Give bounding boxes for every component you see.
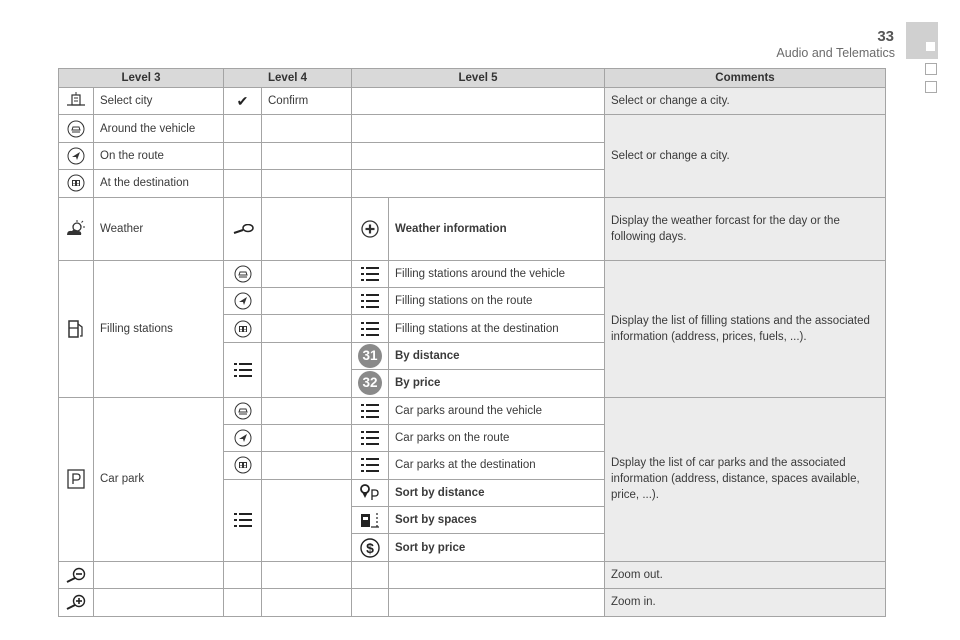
comment-weather: Display the weather forcast for the day or the following days. [605, 197, 886, 260]
on-route-label[interactable]: On the route [94, 142, 224, 169]
filling-route-label[interactable]: Filling stations on the route [389, 287, 605, 314]
callout-number-31: 31 [352, 342, 389, 369]
distance-pin-icon[interactable] [352, 479, 389, 506]
table-row [59, 115, 886, 142]
comment-zoom-in: Zoom in. [605, 589, 886, 616]
carpark-around-label[interactable]: Car parks around the vehicle [389, 397, 605, 424]
table-row [59, 397, 886, 424]
vehicle-icon[interactable] [224, 260, 262, 287]
table-header-row [59, 69, 886, 88]
section-tab[interactable] [925, 81, 937, 93]
filling-around-label[interactable]: Filling stations around the vehicle [389, 260, 605, 287]
confirm-label[interactable]: Confirm [262, 88, 352, 115]
route-icon[interactable] [224, 424, 262, 451]
weather-label[interactable]: Weather [94, 197, 224, 260]
section-tab-active[interactable] [906, 22, 938, 59]
vehicle-icon[interactable] [224, 397, 262, 424]
dollar-icon[interactable] [352, 534, 389, 561]
list-icon[interactable] [224, 342, 262, 397]
select-city-label[interactable]: Select city [94, 88, 224, 115]
at-destination-label[interactable]: At the destination [94, 170, 224, 197]
by-distance-label[interactable]: By distance [389, 342, 605, 369]
header-level5: Level 5 [352, 69, 605, 88]
vehicle-icon[interactable] [59, 115, 94, 142]
carpark-destination-label[interactable]: Car parks at the destination [389, 452, 605, 479]
list-icon[interactable] [352, 260, 389, 287]
carpark-route-label[interactable]: Car parks on the route [389, 424, 605, 451]
list-icon[interactable] [352, 287, 389, 314]
destination-icon[interactable] [224, 315, 262, 342]
table-row [59, 561, 886, 588]
list-icon[interactable] [224, 479, 262, 561]
comment-select-city: Select or change a city. [605, 88, 886, 115]
filling-stations-label[interactable]: Filling stations [94, 260, 224, 397]
comment-zoom-out: Zoom out. [605, 561, 886, 588]
header-level3: Level 3 [59, 69, 224, 88]
table-row [59, 589, 886, 616]
weather-information-label[interactable]: Weather information [389, 197, 605, 260]
section-title: Audio and Telematics [776, 46, 895, 60]
list-icon[interactable] [352, 315, 389, 342]
route-icon[interactable] [59, 142, 94, 169]
parking-icon[interactable] [59, 397, 94, 561]
destination-icon[interactable] [224, 452, 262, 479]
sort-by-spaces-label[interactable]: Sort by spaces [389, 507, 605, 534]
header-comments: Comments [605, 69, 886, 88]
sort-by-distance-label[interactable]: Sort by distance [389, 479, 605, 506]
table-row [59, 260, 886, 287]
magnifier-icon[interactable] [224, 197, 262, 260]
spaces-icon[interactable] [352, 507, 389, 534]
table-row [59, 197, 886, 260]
page-number: 33 [877, 28, 894, 45]
destination-icon[interactable] [59, 170, 94, 197]
checkmark-icon[interactable]: ✔ [224, 88, 262, 115]
callout-number-32: 32 [352, 370, 389, 397]
comment-filling: Display the list of filling stations and the associated information (address, prices, fuels, ...). [605, 260, 886, 397]
weather-icon[interactable] [59, 197, 94, 260]
list-icon[interactable] [352, 452, 389, 479]
plus-circle-icon[interactable] [352, 197, 389, 260]
car-park-label[interactable]: Car park [94, 397, 224, 561]
comment-carpark: Dsplay the list of car parks and the associated information (address, distance, spaces available, price, ...). [605, 397, 886, 561]
city-icon[interactable] [59, 88, 94, 115]
comment-group: Select or change a city. [605, 115, 886, 197]
zoom-out-icon[interactable] [59, 561, 94, 588]
filling-destination-label[interactable]: Filling stations at the destination [389, 315, 605, 342]
zoom-in-icon[interactable] [59, 589, 94, 616]
section-tab[interactable] [925, 63, 937, 75]
menu-table [58, 68, 886, 617]
header-level4: Level 4 [224, 69, 352, 88]
list-icon[interactable] [352, 424, 389, 451]
svg-text:$: $ [366, 539, 374, 556]
route-icon[interactable] [224, 287, 262, 314]
sort-by-price-label[interactable]: Sort by price [389, 534, 605, 561]
table-row [59, 88, 886, 115]
by-price-label[interactable]: By price [389, 370, 605, 397]
list-icon[interactable] [352, 397, 389, 424]
around-vehicle-label[interactable]: Around the vehicle [94, 115, 224, 142]
fuel-pump-icon[interactable] [59, 260, 94, 397]
